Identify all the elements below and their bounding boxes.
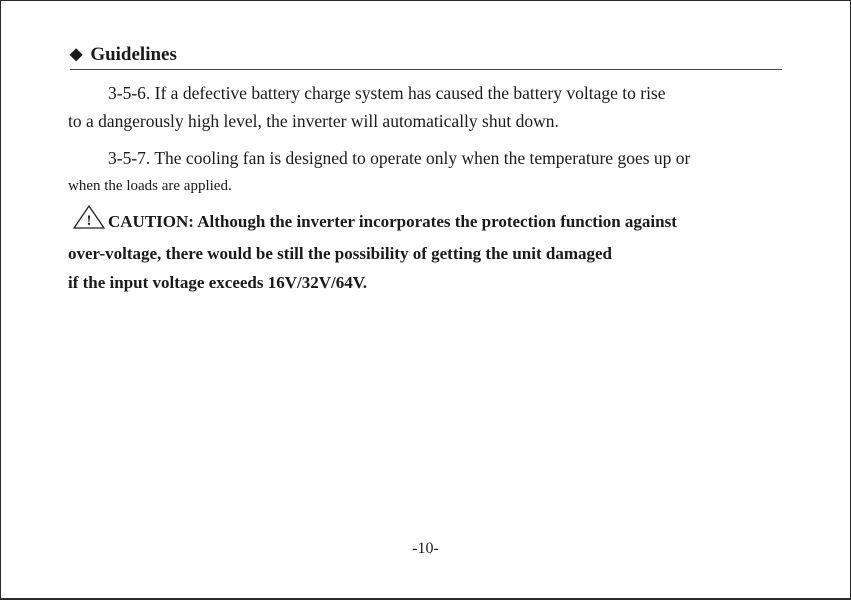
caution-block <box>68 204 788 297</box>
diamond-icon: ◆ <box>70 46 83 63</box>
section-heading-text: Guidelines <box>90 44 177 65</box>
paragraph-line: 3-5-7. The cooling fan is designed to operate only when the temperature goes up or <box>108 148 691 168</box>
svg-text:!: ! <box>86 213 92 229</box>
page-number: -10- <box>412 540 439 557</box>
paragraph-line: to a dangerously high level, the inverter will automatically shut down. <box>68 111 559 131</box>
caution-line <box>68 204 788 239</box>
caution-text: CAUTION: Although the inverter incorporates the protection function against <box>108 212 677 231</box>
paragraph-3-5-7 <box>68 144 788 200</box>
caution-line: if the input voltage exceeds 16V/32V/64V. <box>68 273 368 292</box>
warning-triangle-icon <box>72 204 106 239</box>
paragraph-line: when the loads are applied. <box>68 178 232 194</box>
section-heading <box>70 41 782 70</box>
paragraph-3-5-6 <box>68 79 788 135</box>
paragraph-line: 3-5-6. If a defective battery charge system has caused the battery voltage to rise <box>108 83 666 103</box>
caution-line: over-voltage, there would be still the possibility of getting the unit damaged <box>68 244 612 263</box>
